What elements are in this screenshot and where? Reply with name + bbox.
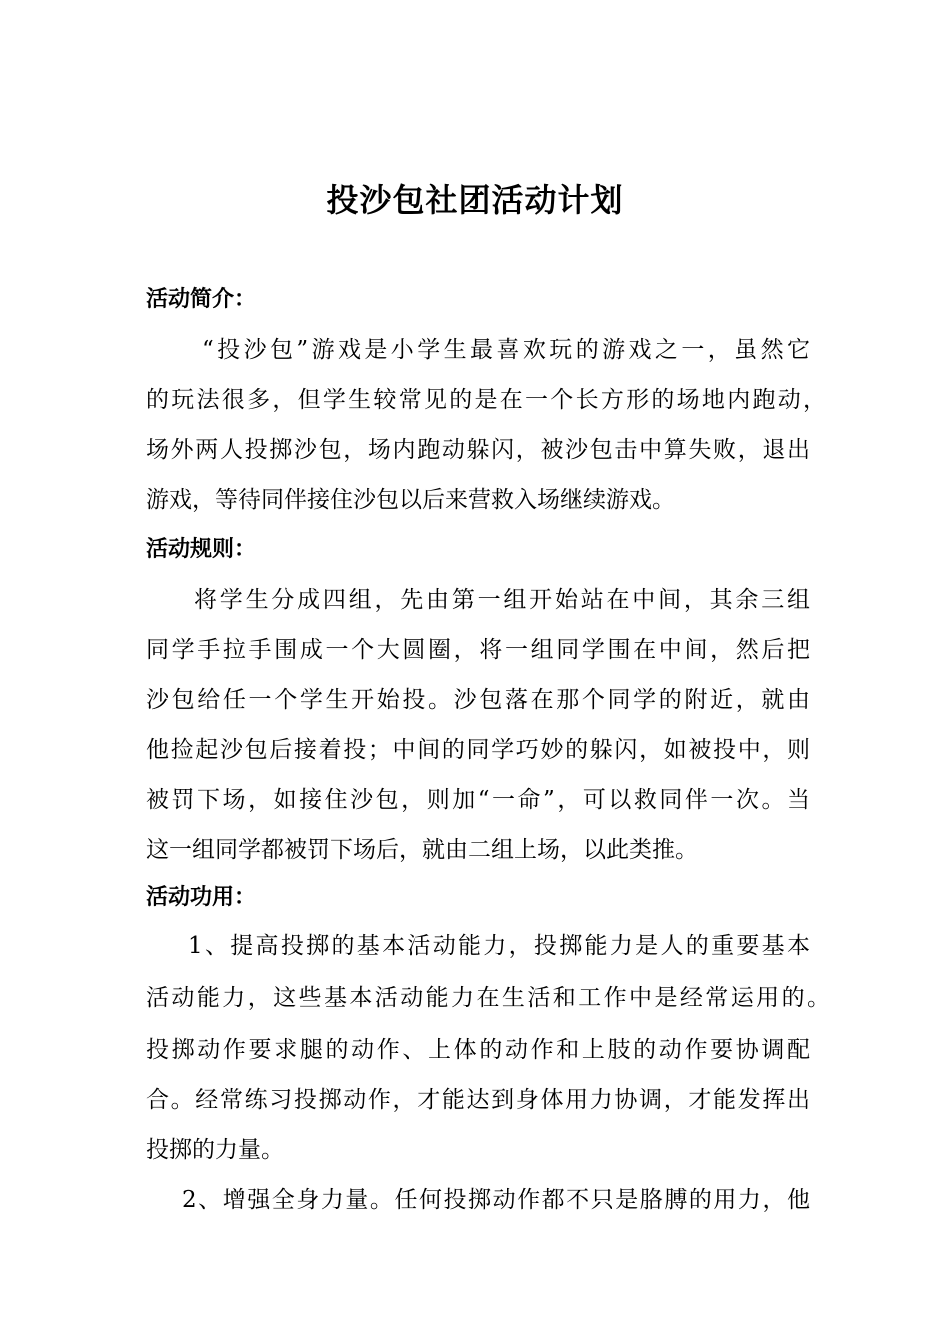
paragraph-line: 被罚下场，如接住沙包，则加“一命”，可以救同伴一次。当 [146, 787, 810, 813]
paragraph-line: 活动能力，这些基本活动能力在生活和工作中是经常运用的。 [146, 985, 830, 1011]
paragraph-line: “投沙包”游戏是小学生最喜欢玩的游戏之一，虽然它 [202, 337, 810, 363]
section-heading-benefits: 活动功用： [146, 884, 257, 910]
paragraph-line: 同学手拉手围成一个大圆圈，将一组同学围在中间，然后把 [146, 637, 810, 663]
paragraph-line: 1、提高投掷的基本活动能力，投掷能力是人的重要基本 [188, 933, 810, 959]
paragraph-line: 沙包给任一个学生开始投。沙包落在那个同学的附近，就由 [146, 687, 810, 713]
paragraph-line: 场外两人投掷沙包，场内跑动躲闪，被沙包击中算失败，退出 [146, 437, 810, 463]
section-heading-intro: 活动简介： [146, 286, 257, 312]
paragraph-line: 的玩法很多，但学生较常见的是在一个长方形的场地内跑动， [146, 387, 826, 413]
paragraph-line: 游戏，等待同伴接住沙包以后来营救入场继续游戏。 [146, 487, 675, 513]
section-heading-rules: 活动规则： [146, 536, 257, 562]
paragraph-line: 这一组同学都被罚下场后，就由二组上场，以此类推。 [146, 837, 698, 863]
paragraph-line: 投掷动作要求腿的动作、上体的动作和上肢的动作要协调配 [146, 1037, 810, 1063]
paragraph-line: 合。经常练习投掷动作，才能达到身体用力协调，才能发挥出 [146, 1087, 810, 1113]
paragraph-line: 他捡起沙包后接着投；中间的同学巧妙的躲闪，如被投中，则 [146, 737, 810, 763]
document-title: 投沙包社团活动计划 [326, 181, 624, 219]
paragraph-line: 2、增强全身力量。任何投掷动作都不只是胳膊的用力，他 [182, 1187, 810, 1213]
paragraph-line: 投掷的力量。 [146, 1137, 284, 1163]
paragraph-line: 将学生分成四组，先由第一组开始站在中间，其余三组 [194, 587, 810, 613]
